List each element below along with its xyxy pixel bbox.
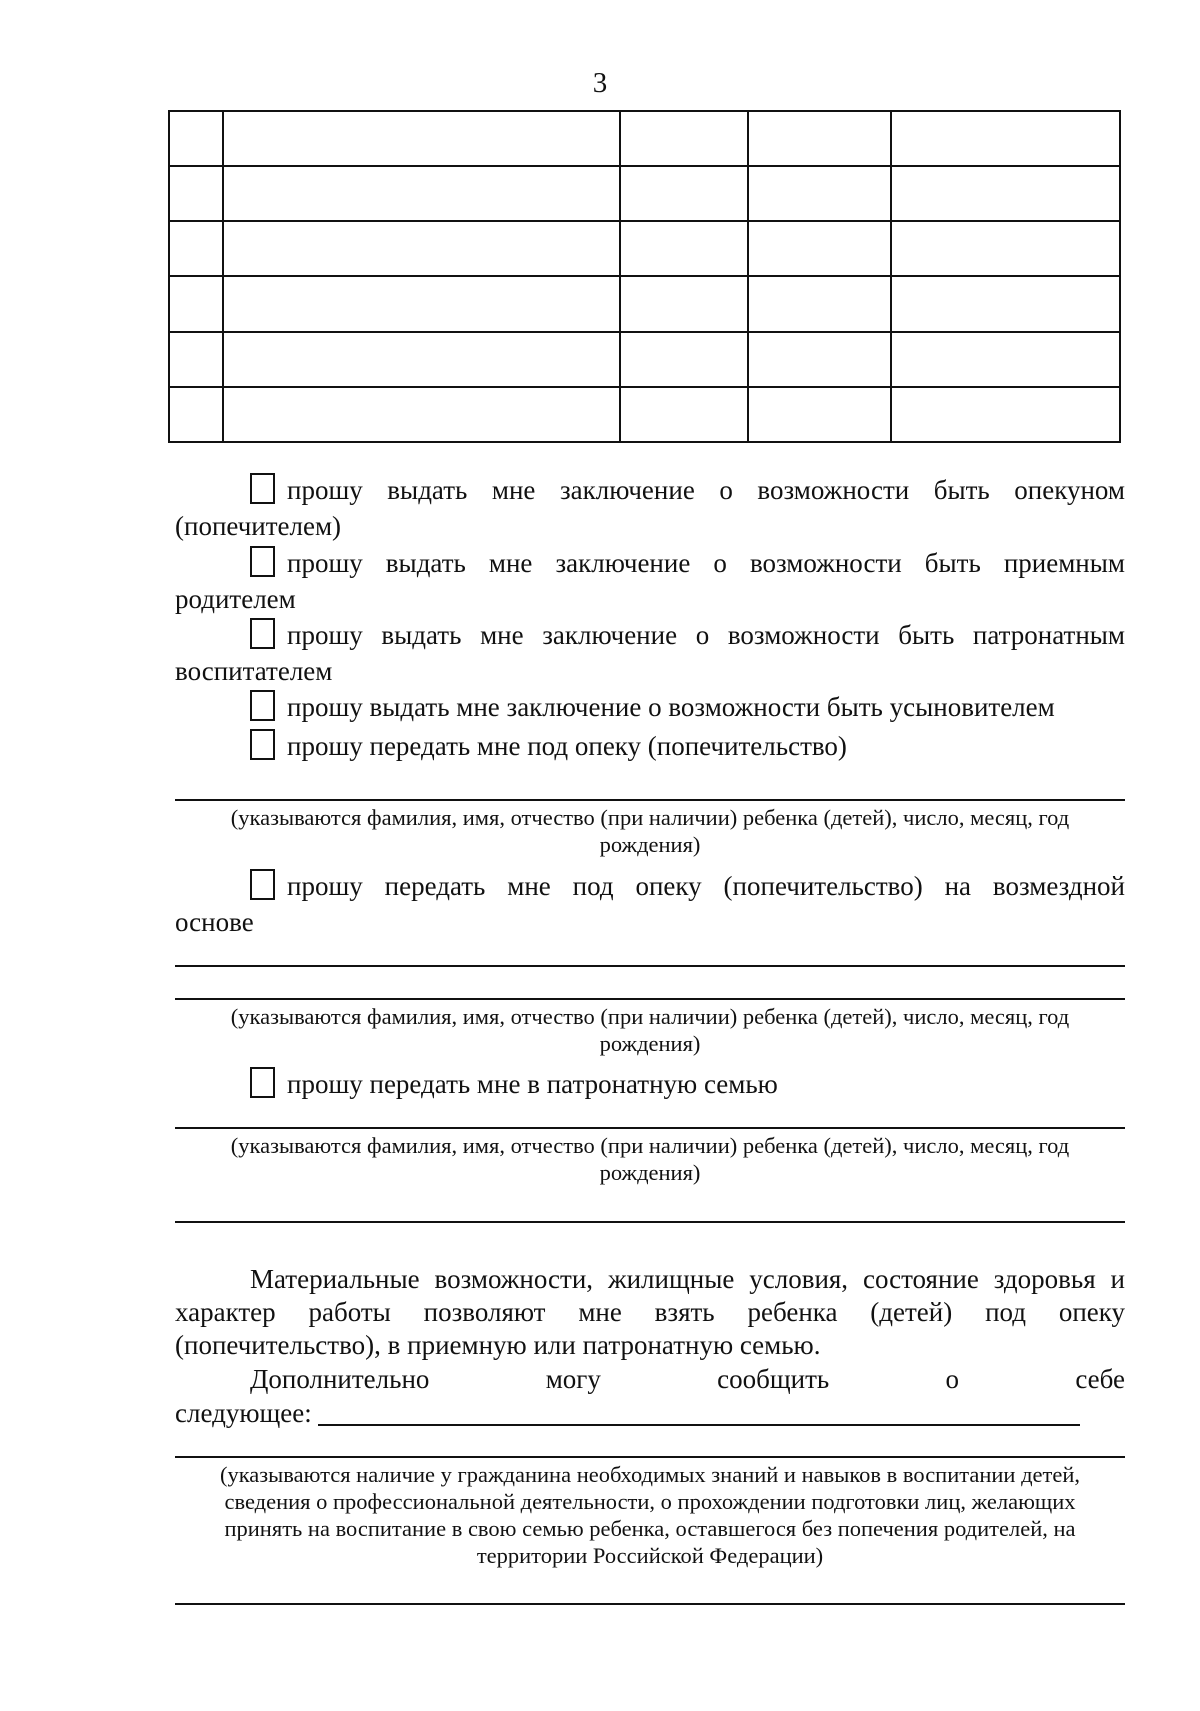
table-row [169, 332, 1120, 387]
option-adopter-text: прошу выдать мне заключение о возможности быть усыновителем [287, 692, 1055, 722]
option-patronage-family-text: прошу передать мне в патронатную семью [287, 1069, 778, 1099]
table-cell[interactable] [620, 111, 748, 166]
option-guardianship [250, 729, 847, 763]
additional-info-field-1[interactable] [318, 1424, 1080, 1426]
table-cell[interactable] [169, 221, 223, 276]
option-patronage-family-checkbox[interactable] [250, 1067, 275, 1098]
option-adopter [250, 690, 1055, 724]
table-cell[interactable] [891, 276, 1120, 331]
child-caption-line: рождения) [599, 1160, 701, 1185]
table-cell[interactable] [223, 332, 620, 387]
option-paid-guardianship-text: прошу передать мне под опеку (попечительство) на возмездной [287, 871, 1125, 901]
additional-info-field-2[interactable] [175, 1456, 1125, 1458]
table-cell[interactable] [891, 166, 1120, 221]
table-cell[interactable] [223, 276, 620, 331]
option-patronage-family [250, 1067, 778, 1101]
option-foster-parent [250, 546, 1125, 580]
table-cell[interactable] [169, 276, 223, 331]
additional-info-label: Дополнительно могу сообщить о себе [250, 1364, 1125, 1394]
table-cell[interactable] [620, 221, 748, 276]
page-number: 3 [592, 67, 608, 99]
option-paid-guardianship [250, 869, 1125, 903]
option-adopter-checkbox[interactable] [250, 690, 275, 721]
table-cell[interactable] [620, 166, 748, 221]
option-patronage-educator-cont: воспитателем [175, 656, 333, 686]
additional-info-field-3[interactable] [175, 1603, 1125, 1605]
child-caption-line: рождения) [599, 1031, 701, 1056]
table-cell[interactable] [223, 166, 620, 221]
child-caption-line: рождения) [599, 832, 701, 857]
option-foster-parent-checkbox[interactable] [250, 546, 275, 577]
option-patronage-educator-checkbox[interactable] [250, 618, 275, 649]
additional-info-label-cont: следующее: [175, 1398, 312, 1428]
child-caption-line: (указываются фамилия, имя, отчество (при наличии) ребенка (детей), число, месяц, год [230, 805, 1070, 830]
table-row [169, 166, 1120, 221]
additional-caption [175, 1461, 1125, 1569]
option-guardian-cont: (попечителем) [175, 511, 342, 541]
table-cell[interactable] [169, 166, 223, 221]
blank-line[interactable] [175, 1221, 1125, 1223]
statement-line-3: (попечительство), в приемную или патронатную семью. [175, 1330, 821, 1360]
table-cell[interactable] [223, 111, 620, 166]
option-guardian-checkbox[interactable] [250, 473, 275, 504]
additional-caption-line: принять на воспитание в свою семью ребенка, оставшегося без попечения родителей, на [224, 1516, 1076, 1541]
option-paid-guardianship-cont: основе [175, 907, 254, 937]
option-guardian-text: прошу выдать мне заключение о возможности быть опекуном [287, 475, 1125, 505]
children-table [168, 110, 1121, 443]
table-cell[interactable] [891, 221, 1120, 276]
additional-caption-line: сведения о профессиональной деятельности, о прохождении подготовки лиц, желающих [224, 1489, 1076, 1514]
table-cell[interactable] [223, 387, 620, 442]
table-cell[interactable] [748, 111, 891, 166]
table-cell[interactable] [169, 332, 223, 387]
table-cell[interactable] [169, 387, 223, 442]
statement-line-1: Материальные возможности, жилищные условия, состояние здоровья и [250, 1264, 1125, 1294]
option-guardian [250, 473, 1125, 507]
additional-caption-line: (указываются наличие у гражданина необходимых знаний и навыков в воспитании детей, [219, 1462, 1081, 1487]
child-info-field-3[interactable] [175, 1127, 1125, 1129]
table-cell[interactable] [169, 111, 223, 166]
table-cell[interactable] [891, 332, 1120, 387]
table-cell[interactable] [748, 166, 891, 221]
child-caption-line: (указываются фамилия, имя, отчество (при наличии) ребенка (детей), число, месяц, год [230, 1004, 1070, 1029]
option-guardianship-text: прошу передать мне под опеку (попечительство) [287, 731, 847, 761]
table-cell[interactable] [620, 387, 748, 442]
table-cell[interactable] [620, 332, 748, 387]
option-foster-parent-cont: родителем [175, 584, 296, 614]
table-cell[interactable] [620, 276, 748, 331]
table-row [169, 387, 1120, 442]
child-info-field-2a[interactable] [175, 965, 1125, 967]
table-cell[interactable] [748, 221, 891, 276]
table-row [169, 276, 1120, 331]
statement-line-2: характер работы позволяют мне взять ребенка (детей) под опеку [175, 1297, 1125, 1327]
option-foster-parent-text: прошу выдать мне заключение о возможности быть приемным [287, 548, 1125, 578]
table-cell[interactable] [748, 276, 891, 331]
option-patronage-educator-text: прошу выдать мне заключение о возможности быть патронатным [287, 620, 1125, 650]
option-patronage-educator [250, 618, 1125, 652]
table-cell[interactable] [891, 387, 1120, 442]
option-guardianship-checkbox[interactable] [250, 729, 275, 760]
table-cell[interactable] [223, 221, 620, 276]
additional-caption-line: территории Российской Федерации) [476, 1543, 824, 1568]
option-paid-guardianship-checkbox[interactable] [250, 869, 275, 900]
table-cell[interactable] [748, 332, 891, 387]
child-caption-1 [175, 804, 1125, 858]
child-caption-3 [175, 1132, 1125, 1186]
child-info-field-1[interactable] [175, 799, 1125, 801]
table-cell[interactable] [748, 387, 891, 442]
child-info-field-2b[interactable] [175, 998, 1125, 1000]
child-caption-line: (указываются фамилия, имя, отчество (при наличии) ребенка (детей), число, месяц, год [230, 1133, 1070, 1158]
table-cell[interactable] [891, 111, 1120, 166]
child-caption-2 [175, 1003, 1125, 1057]
table-row [169, 221, 1120, 276]
table-row [169, 111, 1120, 166]
